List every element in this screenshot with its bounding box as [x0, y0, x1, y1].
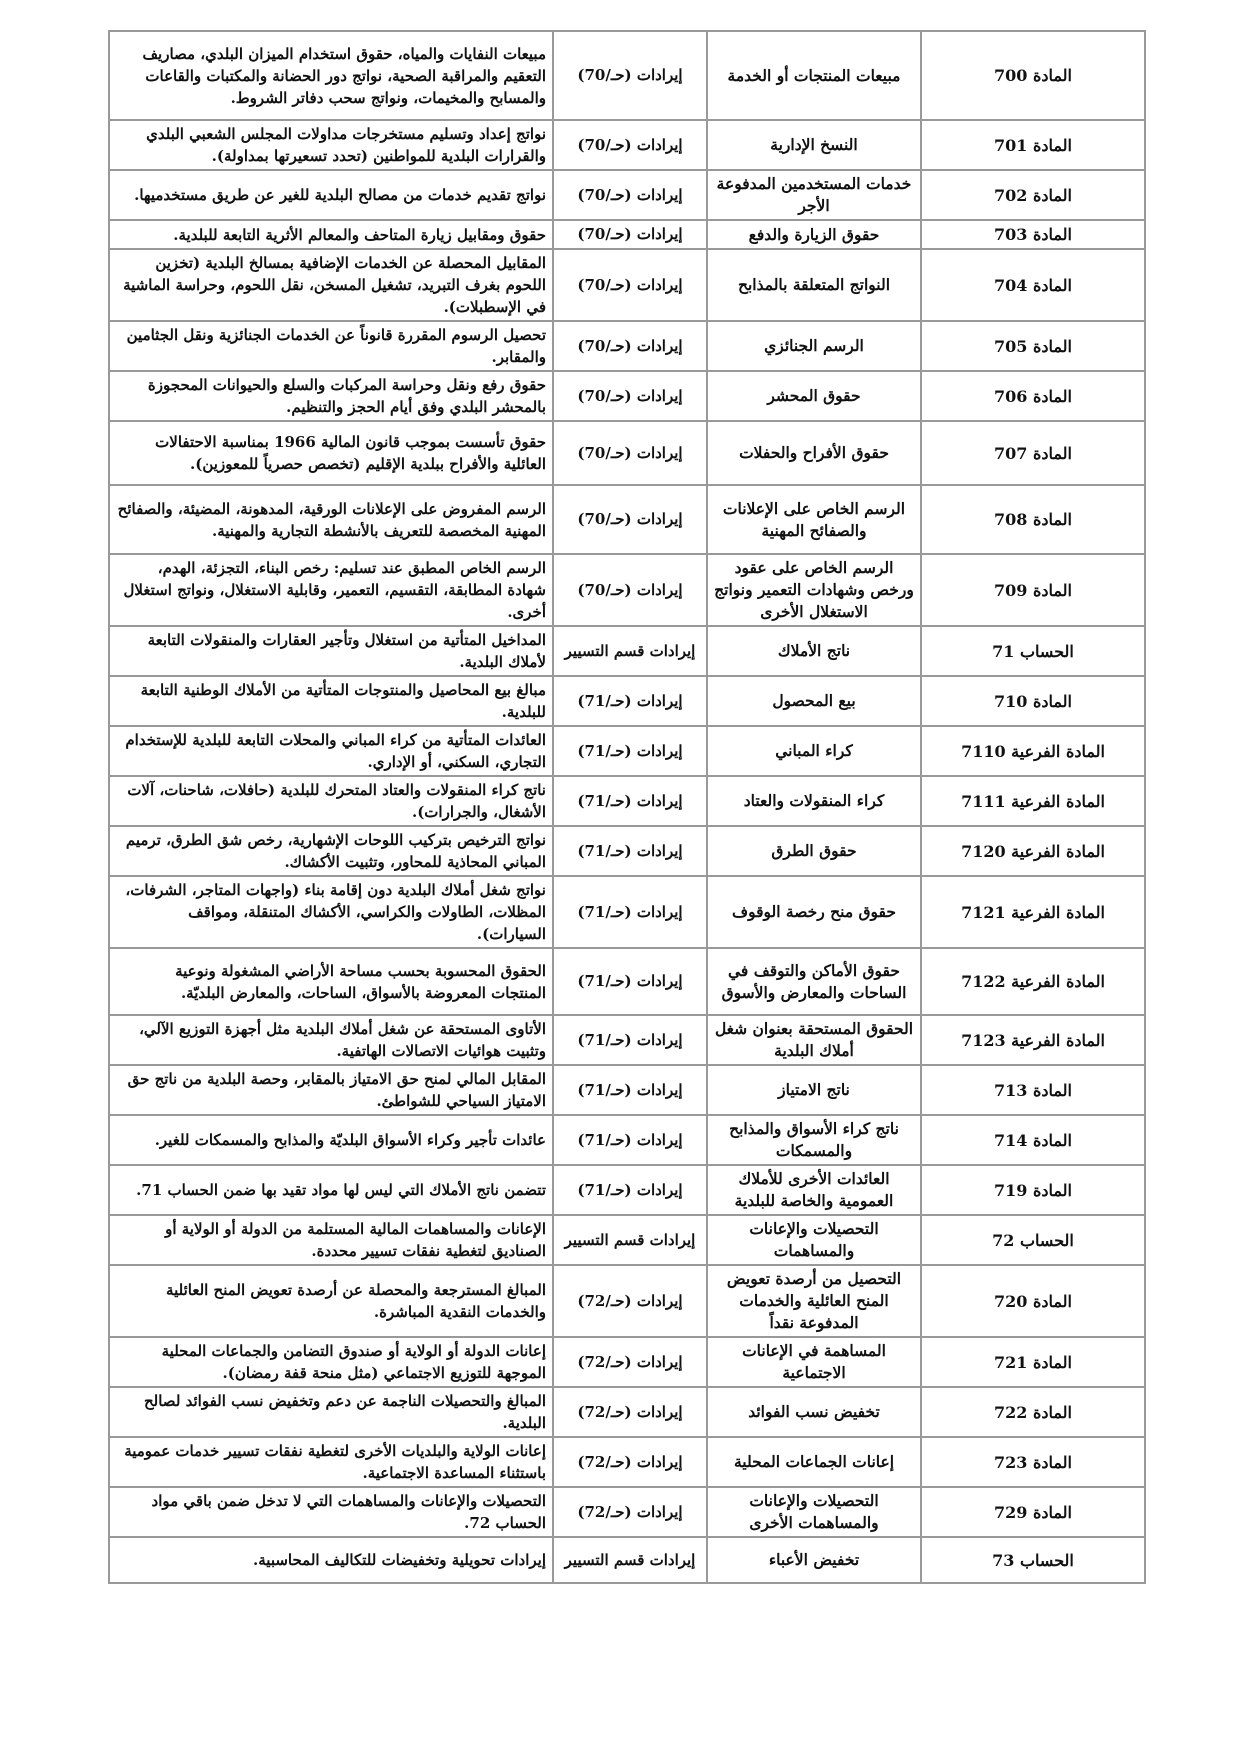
account-name: كراء المباني: [707, 726, 921, 776]
account-name: ناتج كراء الأسواق والمذابح والمسمكات: [707, 1115, 921, 1165]
account-description: إيرادات تحويلية وتخفيضات للتكاليف المحاسبية.: [109, 1537, 553, 1583]
table-row: [109, 485, 1145, 554]
revenue-type: إيرادات (حـ/70): [553, 321, 707, 371]
table-row: [109, 31, 1145, 120]
account-code: المادة 719: [921, 1165, 1145, 1215]
account-description: الإعانات والمساهمات المالية المستلمة من الدولة أو الولاية أو الصناديق لتغطية نفقات تسيير محددة.: [109, 1215, 553, 1265]
account-code: المادة 721: [921, 1337, 1145, 1387]
revenue-type: إيرادات (حـ/71): [553, 1015, 707, 1065]
account-name: تخفيض نسب الفوائد: [707, 1387, 921, 1437]
account-name: حقوق الزيارة والدفع: [707, 220, 921, 249]
account-name: ناتج الامتياز: [707, 1065, 921, 1115]
revenue-type: إيرادات قسم التسيير: [553, 1215, 707, 1265]
account-code: المادة الفرعية 7122: [921, 948, 1145, 1015]
account-description: المبالغ والتحصيلات الناجمة عن دعم وتخفيض نسب الفوائد لصالح البلدية.: [109, 1387, 553, 1437]
table-row: [109, 626, 1145, 676]
account-name: الرسم الخاص على عقود ورخص وشهادات التعمير ونواتج الاستغلال الأخرى: [707, 554, 921, 626]
table-row: [109, 371, 1145, 421]
table-row: [109, 249, 1145, 321]
account-description: حقوق ومقابيل زيارة المتاحف والمعالم الأثرية التابعة للبلدية.: [109, 220, 553, 249]
account-code: المادة 705: [921, 321, 1145, 371]
account-name: حقوق الطرق: [707, 826, 921, 876]
account-code: المادة الفرعية 7111: [921, 776, 1145, 826]
revenue-type: إيرادات (حـ/70): [553, 120, 707, 170]
account-name: الرسم الخاص على الإعلانات والصفائح المهنية: [707, 485, 921, 554]
account-code: المادة 722: [921, 1387, 1145, 1437]
account-name: الرسم الجنائزي: [707, 321, 921, 371]
account-code: المادة الفرعية 7120: [921, 826, 1145, 876]
account-description: المقابيل المحصلة عن الخدمات الإضافية بمسالخ البلدية (تخزين اللحوم بغرف التبريد، تشغيل المسخن، نقل اللحوم، وحراسة الماشية في الإسطبلات).: [109, 249, 553, 321]
table-row: [109, 776, 1145, 826]
revenue-type: إيرادات (حـ/71): [553, 726, 707, 776]
table-row: [109, 421, 1145, 485]
account-name: التحصيلات والإعانات والمساهمات: [707, 1215, 921, 1265]
account-code: المادة الفرعية 7110: [921, 726, 1145, 776]
account-code: الحساب 73: [921, 1537, 1145, 1583]
revenue-type: إيرادات (حـ/71): [553, 1115, 707, 1165]
revenue-type: إيرادات (حـ/70): [553, 554, 707, 626]
account-description: نواتج إعداد وتسليم مستخرجات مداولات المجلس الشعبي البلدي والقرارات البلدية للمواطنين (تحدد تسعيرتها بمداولة).: [109, 120, 553, 170]
account-description: الأتاوى المستحقة عن شغل أملاك البلدية مثل أجهزة التوزيع الآلي، وتثبيت هوائيات الاتصالات الهاتفية.: [109, 1015, 553, 1065]
account-name: العائدات الأخرى للأملاك العمومية والخاصة للبلدية: [707, 1165, 921, 1215]
account-code: الحساب 71: [921, 626, 1145, 676]
account-name: النسخ الإدارية: [707, 120, 921, 170]
account-description: المبالغ المسترجعة والمحصلة عن أرصدة تعويض المنح العائلية والخدمات النقدية المباشرة.: [109, 1265, 553, 1337]
account-name: حقوق منح رخصة الوقوف: [707, 876, 921, 948]
account-name: النواتج المتعلقة بالمذابح: [707, 249, 921, 321]
account-code: الحساب 72: [921, 1215, 1145, 1265]
account-name: الحقوق المستحقة بعنوان شغل أملاك البلدية: [707, 1015, 921, 1065]
revenue-type: إيرادات (حـ/71): [553, 776, 707, 826]
revenue-type: إيرادات قسم التسيير: [553, 1537, 707, 1583]
account-name: حقوق الأماكن والتوقف في الساحات والمعارض والأسوق: [707, 948, 921, 1015]
account-code: المادة 723: [921, 1437, 1145, 1487]
table-row: [109, 1337, 1145, 1387]
account-code: المادة 700: [921, 31, 1145, 120]
table-row: [109, 948, 1145, 1015]
account-code: المادة 704: [921, 249, 1145, 321]
accounts-table-body: [109, 31, 1145, 1583]
account-description: حقوق تأسست بموجب قانون المالية 1966 بمناسبة الاحتفالات العائلية والأفراح ببلدية الإقليم (تخصص حصرياً للمعوزين).: [109, 421, 553, 485]
revenue-type: إيرادات (حـ/70): [553, 220, 707, 249]
table-row: [109, 1215, 1145, 1265]
revenue-type: إيرادات (حـ/72): [553, 1487, 707, 1537]
table-row: [109, 1437, 1145, 1487]
account-code: المادة 701: [921, 120, 1145, 170]
table-row: [109, 1265, 1145, 1337]
revenue-type: إيرادات قسم التسيير: [553, 626, 707, 676]
account-name: مبيعات المنتجات أو الخدمة: [707, 31, 921, 120]
account-description: العائدات المتأتية من كراء المباني والمحلات التابعة للبلدية للإستخدام التجاري، السكني، أو الإداري.: [109, 726, 553, 776]
revenue-type: إيرادات (حـ/70): [553, 371, 707, 421]
table-row: [109, 676, 1145, 726]
account-code: المادة 729: [921, 1487, 1145, 1537]
account-name: حقوق المحشر: [707, 371, 921, 421]
account-description: ناتج كراء المنقولات والعتاد المتحرك للبلدية (حافلات، شاحنات، آلات الأشغال، والجرارات).: [109, 776, 553, 826]
account-description: الرسم الخاص المطبق عند تسليم: رخص البناء، التجزئة، الهدم، شهادة المطابقة، التقسيم، التعمير، وقابلية الاستغلال، ونواتج استغلال أخرى.: [109, 554, 553, 626]
account-description: المقابل المالي لمنح حق الامتياز بالمقابر، وحصة البلدية من ناتج حق الامتياز السياحي للشواطئ.: [109, 1065, 553, 1115]
table-row: [109, 220, 1145, 249]
table-row: [109, 726, 1145, 776]
revenue-type: إيرادات (حـ/71): [553, 676, 707, 726]
table-row: [109, 1537, 1145, 1583]
account-name: التحصيلات والإعانات والمساهمات الأخرى: [707, 1487, 921, 1537]
revenue-type: إيرادات (حـ/71): [553, 1165, 707, 1215]
table-row: [109, 826, 1145, 876]
revenue-type: إيرادات (حـ/72): [553, 1387, 707, 1437]
account-description: مبالغ بيع المحاصيل والمنتوجات المتأتية من الأملاك الوطنية التابعة للبلدية.: [109, 676, 553, 726]
account-code: المادة الفرعية 7121: [921, 876, 1145, 948]
table-row: [109, 1065, 1145, 1115]
revenue-type: إيرادات (حـ/71): [553, 1065, 707, 1115]
account-code: المادة 703: [921, 220, 1145, 249]
revenue-type: إيرادات (حـ/72): [553, 1437, 707, 1487]
account-description: نواتج تقديم خدمات من مصالح البلدية للغير عن طريق مستخدميها.: [109, 170, 553, 220]
account-code: المادة 702: [921, 170, 1145, 220]
account-description: المداخيل المتأتية من استغلال وتأجير العقارات والمنقولات التابعة لأملاك البلدية.: [109, 626, 553, 676]
table-row: [109, 1015, 1145, 1065]
account-name: خدمات المستخدمين المدفوعة الأجر: [707, 170, 921, 220]
revenue-type: إيرادات (حـ/70): [553, 249, 707, 321]
account-description: نواتج الترخيص بتركيب اللوحات الإشهارية، رخص شق الطرق، ترميم المباني المحاذية للمحاور، وتثبيت الأكشاك.: [109, 826, 553, 876]
revenue-type: إيرادات (حـ/71): [553, 948, 707, 1015]
account-code: المادة 709: [921, 554, 1145, 626]
revenue-type: إيرادات (حـ/72): [553, 1337, 707, 1387]
account-name: بيع المحصول: [707, 676, 921, 726]
revenue-type: إيرادات (حـ/70): [553, 421, 707, 485]
account-code: المادة 706: [921, 371, 1145, 421]
table-row: [109, 1115, 1145, 1165]
account-code: المادة 714: [921, 1115, 1145, 1165]
revenue-type: إيرادات (حـ/71): [553, 826, 707, 876]
table-row: [109, 170, 1145, 220]
account-code: المادة 707: [921, 421, 1145, 485]
account-description: عائدات تأجير وكراء الأسواق البلديّة والمذابح والمسمكات للغير.: [109, 1115, 553, 1165]
table-row: [109, 554, 1145, 626]
account-description: تتضمن ناتج الأملاك التي ليس لها مواد تقيد بها ضمن الحساب 71.: [109, 1165, 553, 1215]
account-code: المادة 710: [921, 676, 1145, 726]
table-row: [109, 1165, 1145, 1215]
account-name: المساهمة في الإعانات الاجتماعية: [707, 1337, 921, 1387]
account-code: المادة الفرعية 7123: [921, 1015, 1145, 1065]
account-description: الحقوق المحسوبة بحسب مساحة الأراضي المشغولة ونوعية المنتجات المعروضة بالأسواق، الساحات، والمعارض البلديّة.: [109, 948, 553, 1015]
account-name: حقوق الأفراح والحفلات: [707, 421, 921, 485]
account-name: التحصيل من أرصدة تعويض المنح العائلية والخدمات المدفوعة نقداً: [707, 1265, 921, 1337]
account-description: الرسم المفروض على الإعلانات الورقية، المدهونة، المضيئة، والصفائح المهنية المخصصة للتعريف بالأنشطة التجارية والمهنية.: [109, 485, 553, 554]
table-row: [109, 120, 1145, 170]
account-description: نواتج شغل أملاك البلدية دون إقامة بناء (واجهات المتاجر، الشرفات، المظلات، الطاولات والكراسي، الأكشاك المتنقلة، ومواقف السيارات).: [109, 876, 553, 948]
revenue-type: إيرادات (حـ/70): [553, 485, 707, 554]
table-row: [109, 1487, 1145, 1537]
revenue-type: إيرادات (حـ/72): [553, 1265, 707, 1337]
account-description: التحصيلات والإعانات والمساهمات التي لا تدخل ضمن باقي مواد الحساب 72.: [109, 1487, 553, 1537]
account-name: تخفيض الأعباء: [707, 1537, 921, 1583]
account-description: مبيعات النفايات والمياه، حقوق استخدام الميزان البلدي، مصاريف التعقيم والمراقبة الصحية، نواتج دور الحضانة والمكتبات والقاعات والمسابح والمخيمات، ونواتج سحب دفاتر الشروط.: [109, 31, 553, 120]
account-code: المادة 708: [921, 485, 1145, 554]
revenue-type: إيرادات (حـ/70): [553, 170, 707, 220]
account-description: تحصيل الرسوم المقررة قانوناً عن الخدمات الجنائزية ونقل الجثامين والمقابر.: [109, 321, 553, 371]
account-code: المادة 720: [921, 1265, 1145, 1337]
account-name: إعانات الجماعات المحلية: [707, 1437, 921, 1487]
account-name: كراء المنقولات والعتاد: [707, 776, 921, 826]
account-code: المادة 713: [921, 1065, 1145, 1115]
revenue-type: إيرادات (حـ/71): [553, 876, 707, 948]
table-row: [109, 876, 1145, 948]
account-description: إعانات الدولة أو الولاية أو صندوق التضامن والجماعات المحلية الموجهة للتوزيع الاجتماعي (مثل منحة قفة رمضان).: [109, 1337, 553, 1387]
account-description: إعانات الولاية والبلديات الأخرى لتغطية نفقات تسيير خدمات عمومية باستثناء المساعدة الاجتماعية.: [109, 1437, 553, 1487]
table-row: [109, 321, 1145, 371]
table-row: [109, 1387, 1145, 1437]
revenue-type: إيرادات (حـ/70): [553, 31, 707, 120]
account-description: حقوق رفع ونقل وحراسة المركبات والسلع والحيوانات المحجوزة بالمحشر البلدي وفق أيام الحجز والتنظيم.: [109, 371, 553, 421]
account-name: ناتج الأملاك: [707, 626, 921, 676]
accounts-table: [108, 30, 1146, 1584]
